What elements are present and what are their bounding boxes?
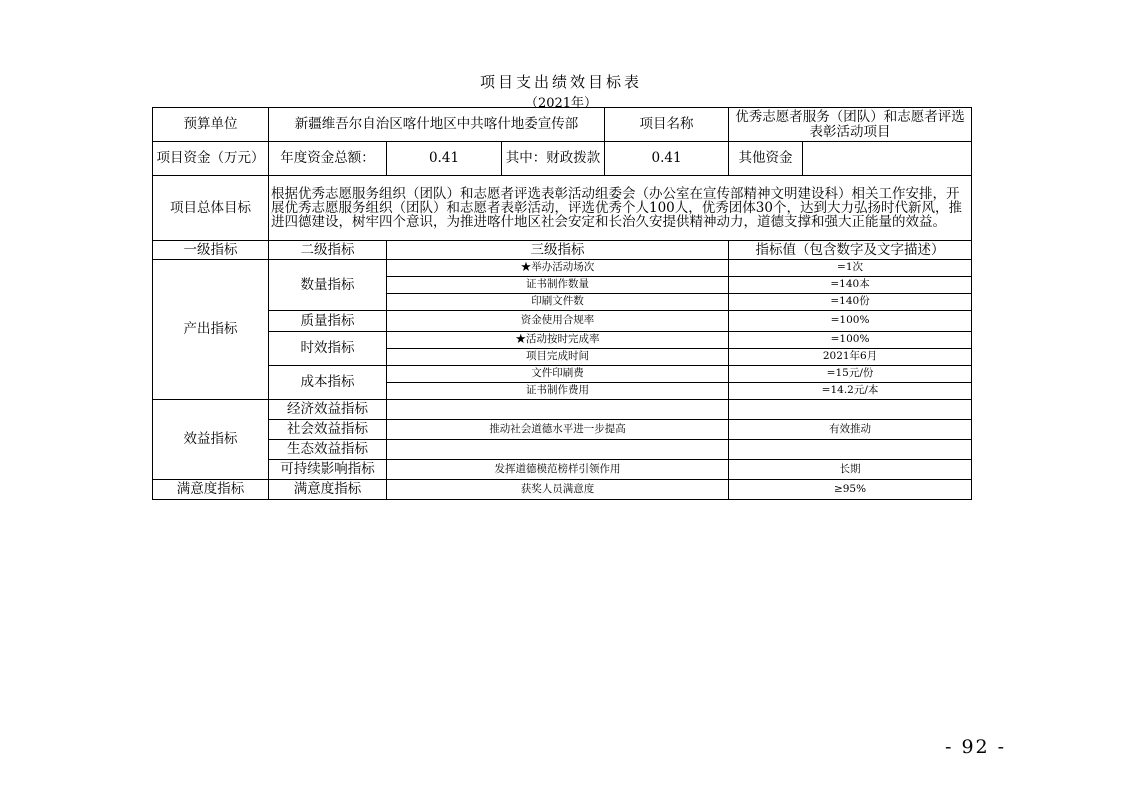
- indicator-name: 资金使用合规率: [387, 311, 729, 332]
- indicator-value: =140本: [729, 277, 972, 294]
- budget-unit-label: 预算单位: [153, 108, 269, 142]
- indicator-value: =1次: [729, 260, 972, 277]
- satisfaction-level2-label: 满意度指标: [269, 480, 387, 500]
- table-title: 项目支出绩效目标表: [479, 73, 642, 91]
- indicator-name: 获奖人员满意度: [387, 480, 729, 500]
- performance-table: [152, 107, 972, 500]
- indicator-name: [387, 440, 729, 460]
- indicator-name: 证书制作数量: [387, 277, 729, 294]
- overall-goal-text: 根据优秀志愿服务组织（团队）和志愿者评选表彰活动组委会（办公室在宣传部精神文明建设科）相关工作安排，开展优秀志愿服务组织（团队）和志愿者表彰活动，评选优秀个人100人，优秀团体30个，达到大力弘扬时代新风，推进四德建设，树牢四个意识，为推进喀什地区社会安定和长治久安提供精神动力，道德支撑和强大正能量的效益。: [269, 176, 972, 241]
- table-row: [153, 460, 972, 480]
- indicator-name: 推动社会道德水平进一步提高: [387, 420, 729, 440]
- table-row: [153, 260, 972, 277]
- indicator-name: 印刷文件数: [387, 294, 729, 311]
- sustainable-impact-label: 可持续影响指标: [269, 460, 387, 480]
- cost-indicator-label: 成本指标: [269, 366, 387, 400]
- indicator-value: [729, 400, 972, 420]
- indicator-value: =14.2元/本: [729, 383, 972, 400]
- fiscal-funds-label: 其中：财政拨款: [502, 142, 605, 176]
- ecological-benefit-label: 生态效益指标: [269, 440, 387, 460]
- overall-goal-label: 项目总体目标: [153, 176, 269, 241]
- indicator-name: 发挥道德模范榜样引领作用: [387, 460, 729, 480]
- indicator-name: 项目完成时间: [387, 349, 729, 366]
- quality-indicator-label: 质量指标: [269, 311, 387, 332]
- indicator-name: 文件印刷费: [387, 366, 729, 383]
- project-funds-label: 项目资金（万元）: [153, 142, 269, 176]
- indicator-name: [387, 400, 729, 420]
- column-level3: 三级指标: [387, 241, 729, 260]
- indicator-value: =140份: [729, 294, 972, 311]
- annual-total-value: 0.41: [387, 142, 502, 176]
- social-benefit-label: 社会效益指标: [269, 420, 387, 440]
- indicator-value: 长期: [729, 460, 972, 480]
- table-row: [153, 480, 972, 500]
- other-funds-label: 其他资金: [729, 142, 803, 176]
- indicator-value: =15元/份: [729, 366, 972, 383]
- project-name-label: 项目名称: [605, 108, 729, 142]
- output-indicator-label: 产出指标: [153, 260, 269, 400]
- table-row: [153, 332, 972, 349]
- satisfaction-indicator-label: 满意度指标: [153, 480, 269, 500]
- timeliness-indicator-label: 时效指标: [269, 332, 387, 366]
- economic-benefit-label: 经济效益指标: [269, 400, 387, 420]
- table-row: [153, 400, 972, 420]
- column-level2: 二级指标: [269, 241, 387, 260]
- project-name-value: 优秀志愿者服务（团队）和志愿者评选表彰活动项目: [729, 108, 972, 142]
- indicator-value: [729, 440, 972, 460]
- budget-unit-value: 新疆维吾尔自治区喀什地区中共喀什地委宣传部: [269, 108, 605, 142]
- indicator-name: 证书制作费用: [387, 383, 729, 400]
- indicator-value: 2021年6月: [729, 349, 972, 366]
- table-row: [153, 420, 972, 440]
- indicator-value: ≥95%: [729, 480, 972, 500]
- indicator-name: ★活动按时完成率: [387, 332, 729, 349]
- table-row: [153, 311, 972, 332]
- table-row: [153, 366, 972, 383]
- table-year: （2021年）: [524, 96, 598, 111]
- indicator-value: 有效推动: [729, 420, 972, 440]
- indicator-value: =100%: [729, 311, 972, 332]
- annual-total-label: 年度资金总额：: [269, 142, 387, 176]
- table-row: [153, 440, 972, 460]
- indicator-value: =100%: [729, 332, 972, 349]
- quantity-indicator-label: 数量指标: [269, 260, 387, 311]
- page-number: - 92 -: [945, 736, 1007, 758]
- fiscal-funds-value: 0.41: [605, 142, 729, 176]
- indicator-name: ★举办活动场次: [387, 260, 729, 277]
- column-level1: 一级指标: [153, 241, 269, 260]
- other-funds-value: [803, 142, 972, 176]
- benefit-indicator-label: 效益指标: [153, 400, 269, 480]
- column-value: 指标值（包含数字及文字描述）: [729, 241, 972, 260]
